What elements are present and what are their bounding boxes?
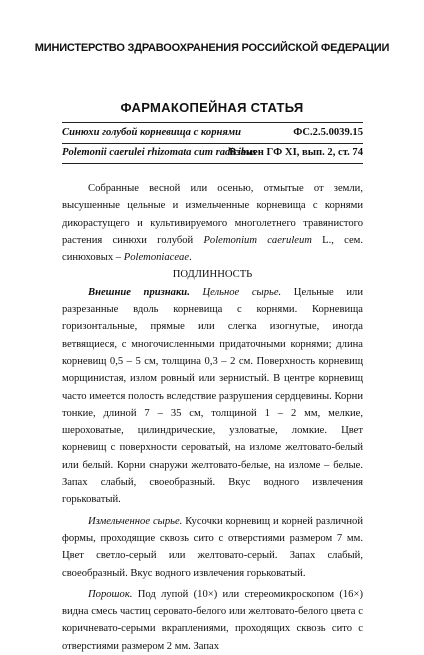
family-name: Polemoniaceae (123, 252, 190, 264)
section-heading-authenticity: ПОДЛИННОСТЬ (172, 269, 253, 281)
replaces-note: Взамен ГФ XI, вып. 2, ст. 74 (229, 147, 363, 158)
ministry-header: МИНИСТЕРСТВО ЗДРАВООХРАНЕНИЯ РОССИЙСКОЙ ФЕДЕРАЦИИ (34, 42, 390, 54)
species-name: Polemonium caeruleum (203, 234, 312, 246)
intro-paragraph: Собранные весной или осенью, отмытые от земли, высушенные цельные и измельченные корневища с корнями дикорастущего и культивируемого многолетнего травянистого растения синюхи голубой Polemonium caeruleum L., сем. синюховых – Polemoniaceae. (62, 183, 364, 264)
crushed-material-paragraph: Измельченное сырье. Кусочки корневищ и корней различной формы, проходящие сквозь сито с отверстиями размером 7 мм. Цвет светло-серый или желтовато-серый. Запах слабый, своеобразный. Вкус водного извлечения горьковатый. (62, 515, 363, 579)
article-code: ФС.2.5.0039.15 (293, 127, 363, 138)
powder-label: Порошок. (88, 588, 133, 600)
divider-bottom (62, 163, 363, 164)
divider-middle (62, 143, 363, 144)
raw-material-name-ru: Синюхи голубой корневища с корнями (62, 127, 241, 138)
powder-paragraph: Порошок. Под лупой (10×) или стереомикроскопом (16×) видна смесь частиц серовато-белого или желтовато-белого цвета с коричневато-серыми вкраплениями, проходящих сквозь сито с отверстиями размером 2 мм. Запах (62, 588, 363, 652)
raw-material-name-lat: Polemonii caerulei rhizomata cum radicibus (62, 147, 257, 158)
external-signs-paragraph: Внешние признаки. Цельное сырье. Цельные или разрезанные вдоль корневища с корнями. Корневища горизонтальные, прямые или слегка изогнутые, иногда ветвящиеся, с многочисленными придаточными корнями; длина корневищ 0,5 – 5 см, толщина 0,3 – 2 см. Поверхность корневищ морщинистая, излом ровный или зернистый. В центре корневищ часто имеется полость вследствие разрушения сердцевины. Корни тонкие, длиной 7 – 35 см, толщиной 1 – 2 мм, мелкие, шероховатые, цилиндрические, узловатые, ломкие. Цвет корневищ с поверхности сероватый, на изломе желтовато-белый или белый. Корни снаружи желтовато-белые, на изломе – белые. Запах слабый, своеобразный. Вкус водного извлечения горьковатый. (62, 286, 363, 506)
external-signs-label: Внешние признаки. (88, 286, 190, 298)
whole-material-label: Цельное сырье. (189, 286, 282, 298)
divider-top (62, 122, 363, 123)
crushed-material-label: Измельченное сырье. (88, 515, 183, 527)
article-title: ФАРМАКОПЕЙНАЯ СТАТЬЯ (120, 100, 304, 115)
body-text (62, 180, 363, 655)
